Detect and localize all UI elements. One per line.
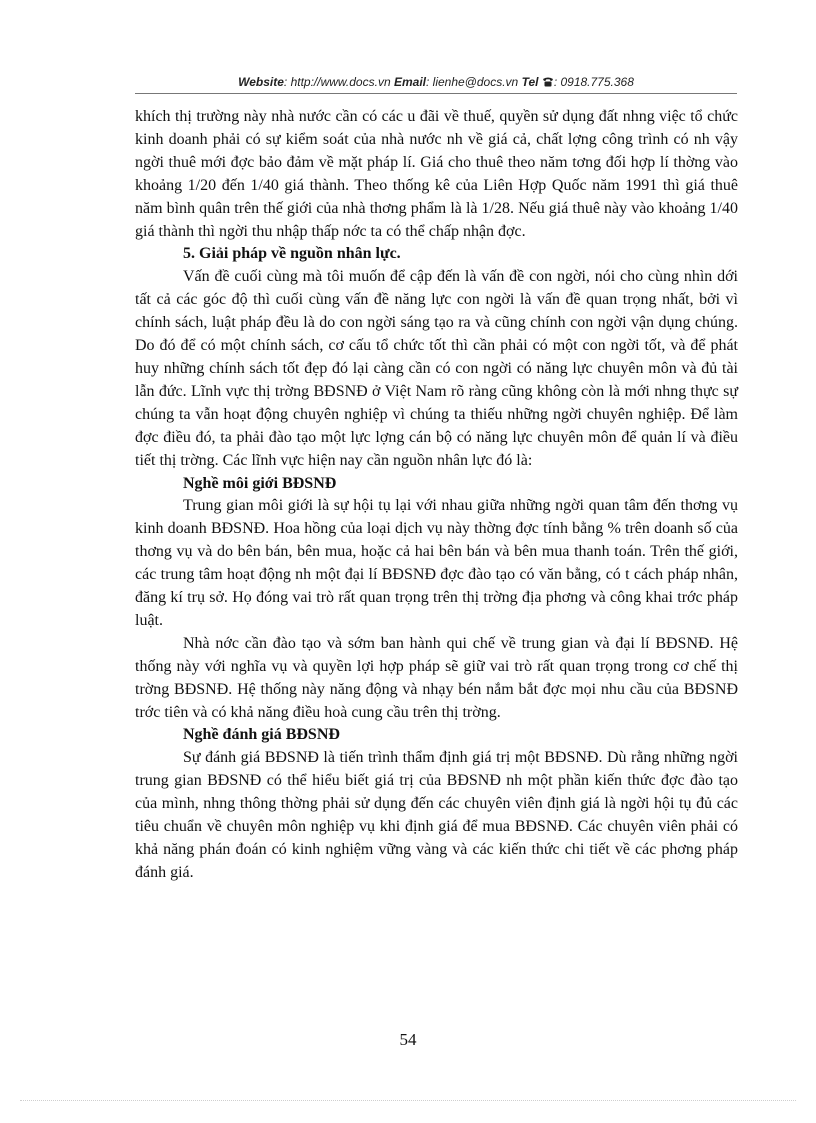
email-value: : lienhe@docs.vn [425, 75, 519, 89]
document-body [135, 106, 738, 885]
phone-icon [542, 76, 554, 87]
website-value: : http://www.docs.vn [283, 75, 391, 89]
paragraph-continuation: khích thị trường này nhà nước cần có các u đãi về thuế, quyền sử dụng đất nhng việc tổ chức kinh doanh phải có sự kiểm soát của nhà nước nh về giá cả, chất lợng công trình có nh vậy ngời thuê mới đợc bảo đảm về mặt pháp lí. Giá cho thuê theo năm tơng đối hợp lí thờng vào khoảng 1/20 đến 1/40 giá thành. Theo thống kê của Liên Hợp Quốc năm 1991 thì giá thuê năm bình quân trên thế giới của nhà thơng phẩm là là 1/28. Nếu giá thuê này vào khoảng 1/40 giá thành thì ngời thu nhập thấp nớc ta có thể chấp nhận đợc. [135, 108, 738, 240]
subheading-valuation: Nghề đánh giá BĐSNĐ [183, 726, 340, 744]
tel-value: : 0918.775.368 [553, 75, 634, 89]
tel-label: Tel [521, 75, 539, 89]
paragraph-brokerage-regulation: Nhà nớc cần đào tạo và sớm ban hành qui chế về trung gian và đại lí BĐSNĐ. Hệ thống này với nghĩa vụ và quyền lợi hợp pháp sẽ giữ vai trò rất quan trọng trong cơ chế thị trờng BĐSNĐ. Hệ thống này năng động và nhạy bén nắm bắt đợc mọi nhu cầu của BĐSNĐ trớc tiên và có khả năng điều hoà cung cầu trên thị trờng. [135, 634, 738, 721]
paragraph-brokerage: Trung gian môi giới là sự hội tụ lại với nhau giữa những ngời quan tâm đến thơng vụ kinh doanh BĐSNĐ. Hoa hồng của loại dịch vụ này thờng đợc tính bằng % trên doanh số của thơng vụ và do bên bán, bên mua, hoặc cả hai bên bán và bên mua thanh toán. Trên thế giới, các trung tâm hoạt động nh một đại lí BĐSNĐ đợc đào tạo có văn bằng, có t cách pháp nhân, đăng kí trụ sở. Họ đóng vai trò rất quan trọng trên thị trờng địa phơng và công khai trớc pháp luật. [135, 497, 738, 629]
section-heading-human-resources: 5. Giải pháp về nguồn nhân lực. [183, 245, 401, 263]
subheading-brokerage: Nghề môi giới BĐSNĐ [183, 474, 337, 492]
website-label: Website [238, 75, 284, 89]
page-bottom-border [20, 1100, 796, 1101]
paragraph-valuation: Sự đánh giá BĐSNĐ là tiến trình thẩm định giá trị một BĐSNĐ. Dù rằng những ngời trung gian BĐSNĐ có thể hiểu biết giá trị của BĐSNĐ nh một phần kiến thức đợc đào tạo của mình, nhng thông thờng phải sử dụng đến các chuyên viên định giá là ngời hội tụ đủ các tiêu chuẩn về chuyên môn nghiệp vụ khi định giá để mua BĐSNĐ. Các chuyên viên phải có khả năng phán đoán có kinh nghiệm vững vàng và các kiến thức chi tiết về các phơng pháp đánh giá. [135, 749, 738, 881]
paragraph-human-resources: Vấn đề cuối cùng mà tôi muốn để cập đến là vấn đề con ngời, nói cho cùng nhìn dới tất cả các góc độ thì cuối cùng vấn đề năng lực con ngời là vấn đề quan trọng nhất, bởi vì chính sách, luật pháp đều là do con ngời sáng tạo ra và cũng chính con ngời vận dụng chúng. Do đó để có một chính sách, cơ cấu tổ chức tốt thì cần phải có một con ngời tốt, và để phát huy những chính sách tốt đẹp đó lại càng cần có con ngời có năng lực chuyên môn và đủ tài lẫn đức. Lĩnh vực thị trờng BĐSNĐ ở Việt Nam rõ ràng cũng không còn là mới nhng thực sự chúng ta vẫn hoạt động chuyên nghiệp vì chúng ta thiếu những ngời chuyên nghiệp. Để làm đợc điều đó, ta phải đào tạo một lực lợng cán bộ có năng lực chuyên môn để quản lí và điều tiết thị trờng. Các lĩnh vực hiện nay cần nguồn nhân lực đó là: [135, 268, 738, 469]
header-divider [135, 93, 737, 94]
page-number: 54 [399, 1030, 417, 1049]
page-header [135, 75, 737, 89]
email-label: Email [393, 75, 426, 89]
